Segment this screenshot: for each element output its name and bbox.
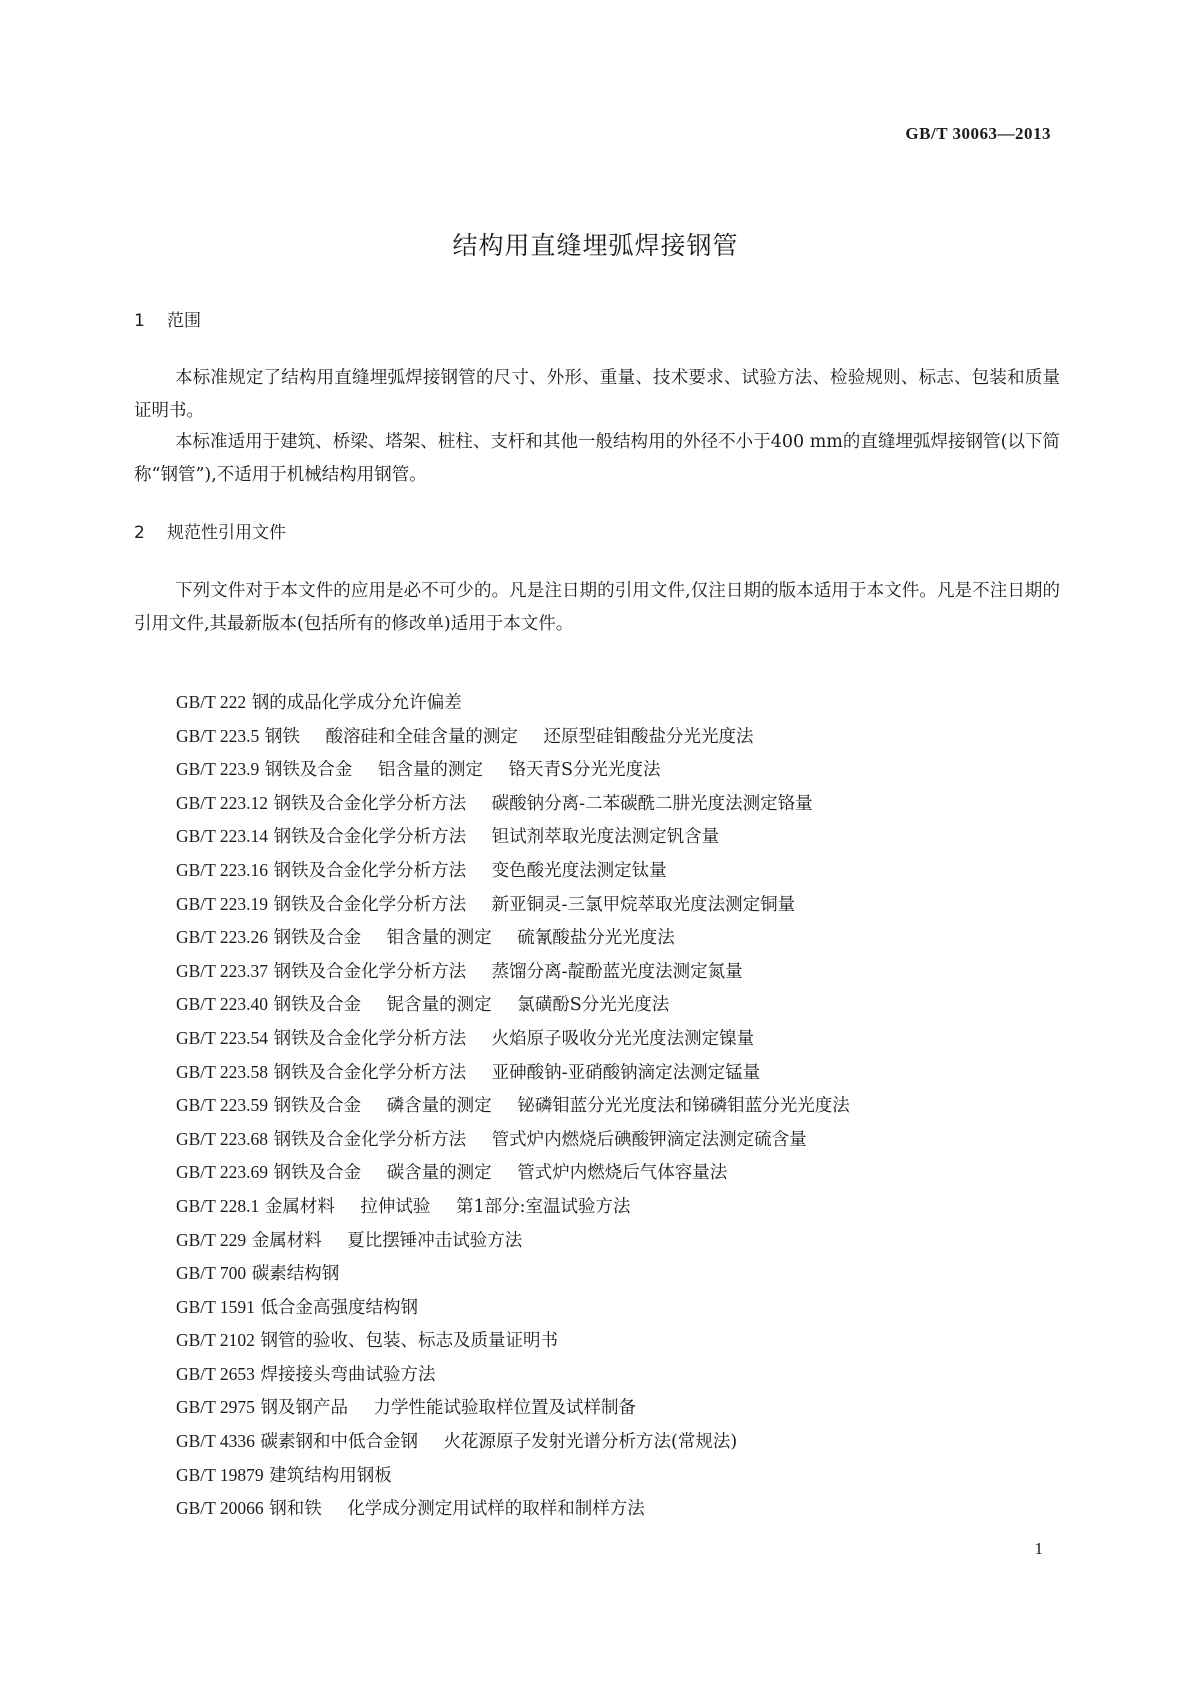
page-number: 1 (1034, 1539, 1043, 1558)
reference-name: 碳素钢和中低合金钢 火花源原子发射光谱分析方法(常规法) (260, 1432, 738, 1453)
reference-name: 钢铁及合金化学分析方法 碳酸钠分离-二苯碳酰二肼光度法测定铬量 (273, 793, 813, 814)
reference-item (176, 1056, 850, 1090)
reference-code: GB/T 19879 (176, 1464, 264, 1485)
reference-item (176, 1123, 850, 1157)
reference-name: 碳素结构钢 (251, 1264, 340, 1285)
section-1-paragraph-1: 本标准规定了结构用直缝埋弧焊接钢管的尺寸、外形、重量、技术要求、试验方法、检验规则、标志、包装和质量证明书。 (134, 368, 1060, 421)
reference-name: 钢铁及合金 铌含量的测定 氯磺酚S分光光度法 (273, 995, 670, 1016)
reference-code: GB/T 223.68 (176, 1128, 269, 1149)
reference-code: GB/T 223.40 (176, 994, 269, 1015)
reference-code: GB/T 223.19 (176, 893, 269, 914)
reference-item (176, 1358, 850, 1392)
reference-code: GB/T 223.12 (176, 792, 269, 813)
reference-name: 金属材料 拉伸试验 第1部分:室温试验方法 (264, 1196, 631, 1217)
section-1-paragraph-2: 本标准适用于建筑、桥梁、塔架、桩柱、支杆和其他一般结构用的外径不小于400 mm的直缝埋弧焊接钢管(以下简称“钢管”),不适用于机械结构用钢管。 (134, 432, 1060, 485)
reference-name: 建筑结构用钢板 (269, 1465, 392, 1486)
reference-code: GB/T 20066 (176, 1498, 264, 1519)
reference-name: 钢铁及合金化学分析方法 蒸馏分离-靛酚蓝光度法测定氮量 (273, 961, 743, 982)
reference-code: GB/T 223.26 (176, 927, 269, 948)
reference-item (176, 720, 850, 754)
reference-code: GB/T 2653 (176, 1363, 255, 1384)
reference-code: GB/T 223.14 (176, 826, 269, 847)
reference-name: 钢的成品化学成分允许偏差 (251, 693, 462, 713)
reference-name: 钢和铁 化学成分测定用试样的取样和制样方法 (269, 1499, 645, 1520)
reference-name: 钢铁及合金 铝含量的测定 铬天青S分光光度法 (264, 760, 661, 781)
document-title: 结构用直缝埋弧焊接钢管 (452, 231, 739, 260)
reference-item (176, 1224, 850, 1258)
reference-name: 钢铁及合金 磷含量的测定 铋磷钼蓝分光光度法和锑磷钼蓝分光光度法 (273, 1096, 850, 1117)
reference-name: 钢管的验收、包装、标志及质量证明书 (260, 1331, 558, 1352)
reference-item (176, 955, 850, 989)
reference-code: GB/T 223.69 (176, 1162, 269, 1183)
reference-name: 钢铁及合金 碳含量的测定 管式炉内燃烧后气体容量法 (273, 1163, 728, 1184)
reference-name: 钢铁及合金化学分析方法 变色酸光度法测定钛量 (273, 860, 667, 881)
reference-item (176, 1459, 850, 1493)
reference-item (176, 888, 850, 922)
section-1-heading (134, 306, 201, 331)
reference-item (176, 753, 850, 787)
reference-item (176, 988, 850, 1022)
reference-name: 钢及钢产品 力学性能试验取样位置及试样制备 (260, 1398, 637, 1419)
reference-code: GB/T 228.1 (176, 1195, 260, 1216)
reference-name: 钢铁及合金 钼含量的测定 硫氰酸盐分光光度法 (273, 928, 675, 949)
document-code: GB/T 30063—2013 (905, 124, 1051, 143)
reference-item (176, 686, 850, 720)
normative-references-list (176, 686, 850, 1526)
reference-name: 低合金高强度结构钢 (260, 1297, 418, 1318)
reference-name: 钢铁及合金化学分析方法 火焰原子吸收分光光度法测定镍量 (273, 1028, 755, 1049)
reference-code: GB/T 223.58 (176, 1061, 269, 1082)
reference-item (176, 1156, 850, 1190)
reference-code: GB/T 223.59 (176, 1095, 269, 1116)
reference-code: GB/T 223.5 (176, 725, 260, 746)
section-2-intro: 下列文件对于本文件的应用是必不可少的。凡是注日期的引用文件,仅注日期的版本适用于本文件。凡是不注日期的引用文件,其最新版本(包括所有的修改单)适用于本文件。 (134, 581, 1060, 634)
reference-name: 金属材料 夏比摆锤冲击试验方法 (251, 1230, 523, 1251)
reference-item (176, 1022, 850, 1056)
section-title: 规范性引用文件 (167, 523, 286, 543)
reference-name: 焊接接头弯曲试验方法 (260, 1364, 436, 1385)
reference-item (176, 1190, 850, 1224)
reference-name: 钢铁及合金化学分析方法 新亚铜灵-三氯甲烷萃取光度法测定铜量 (273, 894, 796, 915)
reference-code: GB/T 223.16 (176, 859, 269, 880)
reference-item (176, 787, 850, 821)
reference-item (176, 1257, 850, 1291)
reference-item (176, 820, 850, 854)
reference-name: 钢铁及合金化学分析方法 管式炉内燃烧后碘酸钾滴定法测定硫含量 (273, 1129, 807, 1150)
reference-name: 钢铁 酸溶硅和全硅含量的测定 还原型硅钼酸盐分光光度法 (264, 726, 754, 747)
reference-code: GB/T 2102 (176, 1330, 255, 1351)
section-number: 2 (134, 523, 145, 543)
reference-item (176, 1391, 850, 1425)
reference-code: GB/T 229 (176, 1229, 247, 1250)
reference-item (176, 1324, 850, 1358)
reference-item (176, 1291, 850, 1325)
reference-code: GB/T 700 (176, 1263, 247, 1284)
section-2-heading (134, 518, 286, 543)
reference-name: 钢铁及合金化学分析方法 亚砷酸钠-亚硝酸钠滴定法测定锰量 (273, 1062, 761, 1083)
reference-name: 钢铁及合金化学分析方法 钽试剂萃取光度法测定钒含量 (273, 827, 720, 848)
reference-code: GB/T 2975 (176, 1397, 255, 1418)
reference-code: GB/T 223.54 (176, 1027, 269, 1048)
reference-code: GB/T 223.37 (176, 960, 269, 981)
reference-code: GB/T 4336 (176, 1431, 255, 1452)
reference-item (176, 1492, 850, 1526)
reference-code: GB/T 223.9 (176, 759, 260, 780)
reference-item (176, 921, 850, 955)
reference-item (176, 1089, 850, 1123)
section-number: 1 (134, 311, 145, 331)
reference-code: GB/T 222 (176, 692, 247, 712)
reference-code: GB/T 1591 (176, 1296, 255, 1317)
reference-item (176, 854, 850, 888)
section-title: 范围 (167, 311, 201, 331)
reference-item (176, 1425, 850, 1459)
